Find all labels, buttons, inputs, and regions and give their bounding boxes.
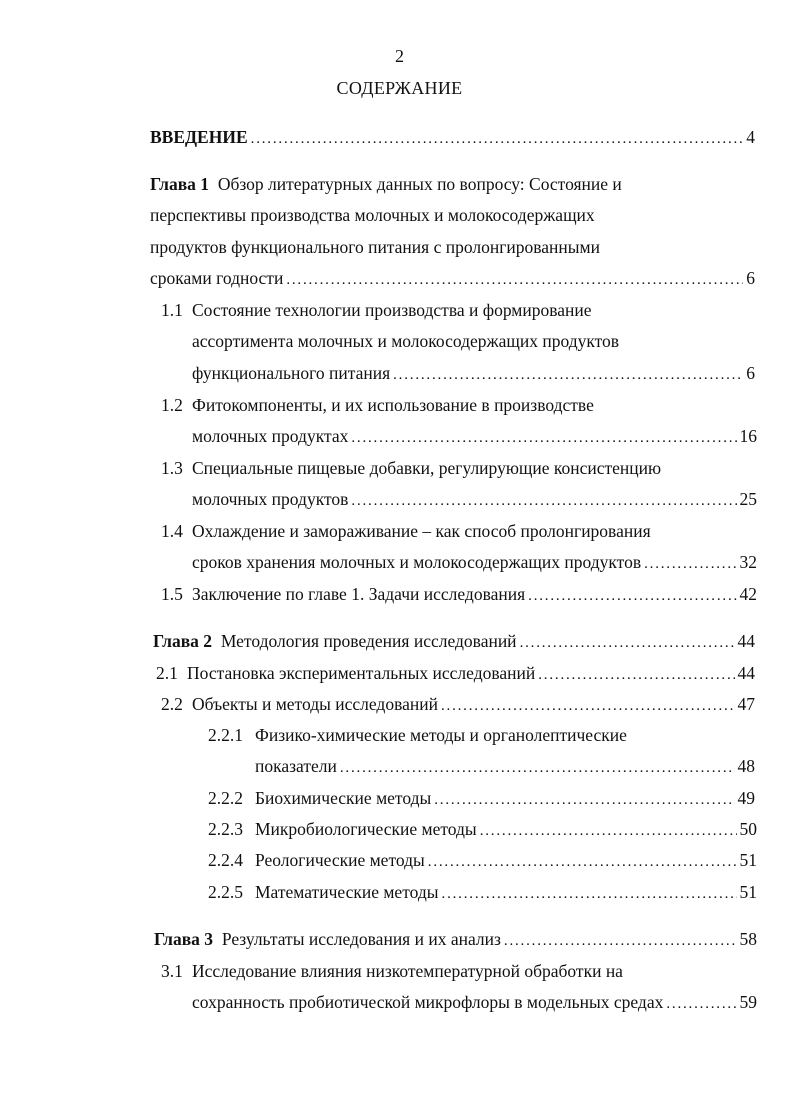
toc-page: 47 [737, 694, 755, 714]
dot-leader [504, 924, 737, 957]
toc-page: 44 [737, 663, 755, 683]
toc-title-line: Фитокомпоненты, и их использование в производстве [192, 395, 594, 415]
dot-leader [528, 579, 736, 612]
toc-num: 1.1 [161, 300, 183, 320]
dot-leader [666, 987, 736, 1020]
toc-title-line: Специальные пищевые добавки, регулирующие консистенцию [192, 458, 662, 478]
toc-title-line: функционального питания [192, 362, 391, 383]
toc-num: Глава 3 [154, 929, 214, 949]
toc-title-line: Состояние технологии производства и формирование [192, 300, 592, 320]
toc-label: ВВЕДЕНИЕ [150, 127, 248, 147]
toc-title-line: молочных продуктов [192, 489, 349, 510]
toc-title-line: Математические методы [255, 882, 439, 902]
toc-title-line: Микробиологические методы [255, 819, 477, 839]
toc-title-line: перспективы производства молочных и молокосодержащих [150, 205, 595, 226]
toc-page: 51 [739, 882, 757, 902]
toc-title-line: Обзор литературных данных по вопросу: Состояние и [217, 174, 622, 194]
toc-page: 25 [739, 489, 757, 510]
toc-num: 2.2.2 [208, 788, 243, 808]
page-number: 2 [395, 46, 404, 66]
toc-section-3-1 [161, 956, 757, 1019]
toc-num: 1.2 [161, 395, 183, 415]
toc-chapter-3 [154, 924, 757, 955]
toc-num: 2.2.4 [208, 850, 243, 870]
toc-chapter-2 [153, 626, 755, 657]
dot-leader [434, 783, 734, 816]
toc-page: 6 [746, 362, 755, 383]
toc-num: 3.1 [161, 961, 183, 981]
toc-num: 1.5 [161, 584, 183, 604]
toc-section-1-5 [161, 579, 757, 610]
toc-section-2-2-5 [208, 877, 757, 908]
toc-page: 48 [737, 756, 755, 777]
toc-page: 4 [746, 127, 755, 147]
toc-num: 2.2.5 [208, 882, 243, 902]
toc-title-line: показатели [255, 756, 337, 777]
table-of-contents [0, 122, 799, 1082]
toc-num: Глава 1 [150, 174, 210, 194]
toc-page: 51 [739, 850, 757, 870]
dot-leader [351, 484, 736, 517]
toc-page: 6 [746, 267, 755, 288]
toc-title-line: Физико-химические методы и органолептические [255, 725, 627, 745]
toc-title-line: Биохимические методы [255, 788, 432, 808]
toc-section-2-2-2 [208, 783, 755, 814]
toc-section-2-2-1 [208, 720, 755, 783]
toc-section-2-2-3 [208, 814, 757, 845]
toc-intro [150, 122, 755, 153]
toc-section-1-4 [161, 516, 757, 579]
toc-title-line: сроков хранения молочных и молокосодержащих продуктов [192, 552, 642, 573]
dot-leader [441, 689, 735, 722]
toc-num: 2.2 [161, 694, 183, 714]
toc-section-1-3 [161, 453, 757, 516]
toc-title-line: Постановка экспериментальных исследований [187, 663, 536, 683]
toc-section-2-2-4 [208, 845, 757, 876]
dot-leader [428, 845, 737, 878]
toc-page: 44 [737, 631, 755, 651]
toc-num: 1.3 [161, 458, 183, 478]
toc-title-line: Охлаждение и замораживание – как способ пролонгирования [192, 521, 651, 541]
toc-chapter-1 [150, 169, 755, 294]
toc-title-line: сохранность пробиотической микрофлоры в модельных средах [192, 992, 664, 1013]
toc-num: 2.2.3 [208, 819, 243, 839]
toc-title-line: Реологические методы [255, 850, 425, 870]
toc-page: 49 [737, 788, 755, 808]
toc-section-1-1 [161, 295, 755, 389]
page-title: СОДЕРЖАНИЕ [336, 78, 463, 98]
toc-num: 1.4 [161, 521, 183, 541]
dot-leader [538, 658, 734, 691]
toc-section-2-2 [161, 689, 755, 720]
toc-page: 50 [739, 819, 757, 839]
dot-leader [340, 751, 735, 784]
dot-leader [286, 263, 743, 296]
dot-leader [251, 122, 744, 155]
toc-title-line: сроками годности [150, 267, 284, 288]
toc-page: 42 [739, 584, 757, 604]
toc-page: 16 [739, 426, 757, 447]
toc-page: 58 [739, 929, 757, 949]
toc-page: 32 [739, 552, 757, 573]
toc-title-line: Исследование влияния низкотемпературной обработки на [192, 961, 623, 981]
toc-title-line: Объекты и методы исследований [192, 694, 438, 714]
dot-leader [644, 547, 736, 580]
dot-leader [393, 358, 743, 391]
dot-leader [520, 626, 735, 659]
toc-section-2-1 [156, 658, 755, 689]
toc-num: Глава 2 [153, 631, 213, 651]
dot-leader [442, 877, 737, 910]
dot-leader [480, 814, 737, 847]
toc-title-line: ассортимента молочных и молокосодержащих продуктов [192, 331, 620, 352]
toc-section-1-2 [161, 390, 757, 453]
toc-title-line: молочных продуктах [192, 426, 349, 447]
toc-title-line: Методология проведения исследований [220, 631, 517, 651]
toc-title-line: Результаты исследования и их анализ [221, 929, 501, 949]
toc-page: 59 [739, 992, 757, 1013]
dot-leader [351, 421, 736, 454]
toc-num: 2.2.1 [208, 725, 243, 745]
toc-title-line: Заключение по главе 1. Задачи исследования [192, 584, 526, 604]
toc-num: 2.1 [156, 663, 178, 683]
toc-title-line: продуктов функционального питания с пролонгированными [150, 236, 600, 257]
